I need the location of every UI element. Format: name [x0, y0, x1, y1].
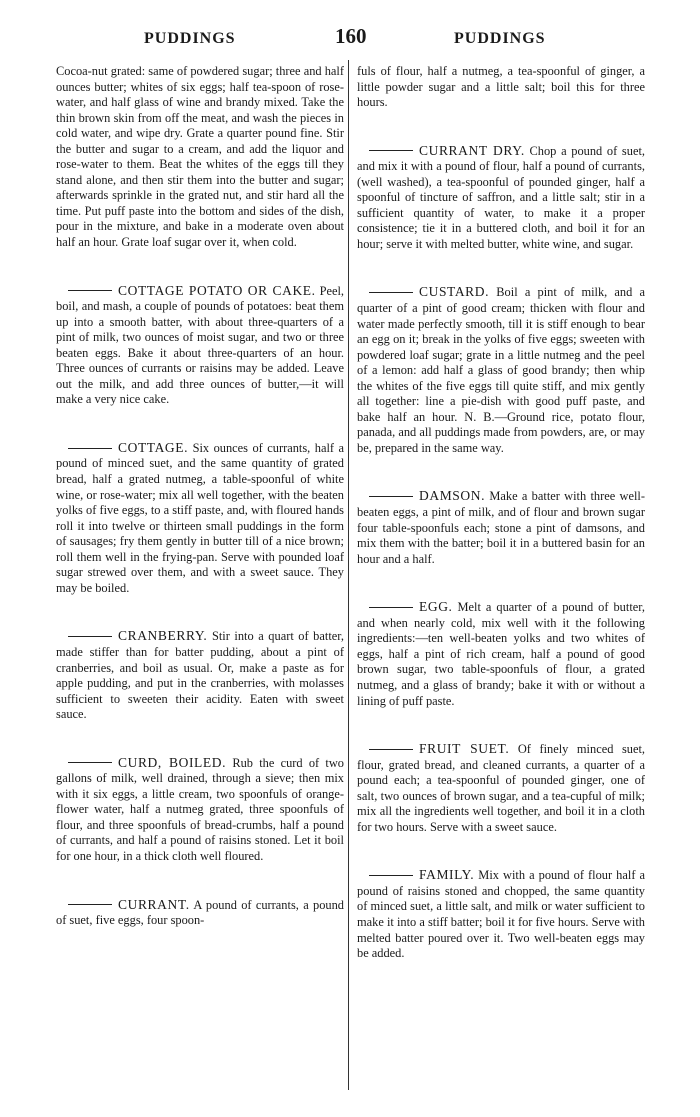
ditto-dash — [369, 875, 413, 876]
recipe-text: Rub the curd of two gallons of milk, well drained, through a sieve; then mix with it six eggs, a little cream, two spoonfuls of orange-flower water, half a nutmeg grated, three spoonfuls of flour, and three spoonfuls of bread-crumbs, half a pound of currants, and half a pound of raisins stoned. Let it boil for one hour, in a thick cloth well floured. — [56, 755, 344, 863]
recipe-title: CUSTARD. — [419, 284, 490, 300]
recipe-text: Make a batter with three well-beaten eggs, a pint of milk, and of flour and brown sugar four table-spoonfuls each; stone a pint of damsons, and mix them with the batter; boil it in a buttered basin for an hour and a half. — [357, 489, 645, 566]
recipe-title: CRANBERRY. — [118, 628, 208, 644]
recipe-text: A pound of currants, a pound of suet, five eggs, four spoon- — [56, 897, 344, 928]
recipe-title: EGG. — [419, 599, 453, 615]
continued-recipe-text: fuls of flour, half a nutmeg, a tea-spoonful of ginger, a little powder sugar and a little salt; boil this for three hours. — [357, 64, 645, 110]
recipe-title: FAMILY. — [419, 867, 475, 883]
recipe-text: Boil a pint of milk, and a quarter of a pint of good cream; thicken with flour and water made perfectly smooth, till it is stiff enough to bear an egg on it; break in the yolks of five eggs; sweeten with powdered loaf sugar; grate in a little nutmeg and the peel of a lemon: add half a glass of good brandy; then whip the whites of the five eggs till quite stiff, and mix gently all together: line a pie-dish with good puff paste, and bake half an hour. N. B.—Ground rice, potato flour, panada, and all puddings made from powders, are, or may be, prepared in the same way. — [357, 285, 645, 455]
recipe-title: DAMSON. — [419, 488, 486, 504]
running-head-left: PUDDINGS — [144, 30, 236, 47]
right-column — [357, 64, 645, 994]
recipe-title: FRUIT SUET. — [419, 741, 510, 757]
page-header — [50, 22, 660, 52]
recipe-text: Peel, boil, and mash, a couple of pounds of potatoes: beat them up into a smooth batter, with about three-quarters of a pint of milk, two ounces of moist sugar, and two or three beaten eggs. Bake it about three-quarters of an hour. Three ounces of currants or raisins may be added. Leave out the milk, and add three ounces of butter,—it will make a very nice cake. — [56, 283, 344, 407]
page-number: 160 — [335, 24, 367, 48]
column-divider — [348, 60, 349, 1090]
ditto-dash — [68, 762, 112, 763]
recipe-entry — [56, 440, 344, 596]
continued-recipe-text: Cocoa-nut grated: same of powdered sugar; three and half ounces butter; whites of six eggs; half tea-spoon of rose-water, and half glass of wine and brandy mixed. Take the thin brown skin from off the meat, and wash the pieces in cold water, and wipe dry. Grate a quarter pound fine. Stir the butter and sugar to a cream, and add the liquor and rose-water to them. Beat the whites of the eggs till they stand alone, and then stir them into the butter and sugar; afterwards sprinkle in the grated nut, and stir hard all the time. Put puff paste into the bottom and sides of the dish, pour in the mixture, and bake in a moderate oven about half an hour. Grate loaf sugar over it, when cold. — [56, 64, 344, 250]
ditto-dash — [369, 749, 413, 750]
recipe-title: COTTAGE POTATO OR CAKE. — [118, 282, 316, 298]
recipe-title: CURD, BOILED. — [118, 754, 227, 770]
recipe-title: COTTAGE. — [118, 439, 189, 455]
ditto-dash — [68, 904, 112, 905]
recipe-title: CURRANT. — [118, 896, 190, 912]
recipe-entry — [357, 488, 645, 567]
recipe-entry — [357, 599, 645, 709]
ditto-dash — [369, 496, 413, 497]
ditto-dash — [68, 448, 112, 449]
recipe-entry — [56, 628, 344, 722]
recipe-text: Melt a quarter of a pound of butter, and when nearly cold, mix well with it the following ingredients:—ten well-beaten yolks and two whites of eggs, half a pint of rich cream, half a pound of good brown sugar, two table-spoonfuls of flour, a grated nutmeg, and a glass of brandy; bake it with or without a lining of puff paste. — [357, 600, 645, 708]
recipe-entry — [357, 741, 645, 835]
recipe-entry — [56, 897, 344, 929]
recipe-entry — [56, 755, 344, 865]
ditto-dash — [68, 290, 112, 291]
ditto-dash — [369, 607, 413, 608]
recipe-text: Stir into a quart of batter, made stiffer than for batter pudding, about a pint of cranberries, and boil as usual. Or, make a paste as for apple pudding, and put in the cranberries, with molasses sufficient to sweeten their acidity. Eaten with sweet sauce. — [56, 629, 344, 722]
recipe-text: Of finely minced suet, flour, grated bread, and cleaned currants, a quarter of a pound each; a tea-spoonful of pounded ginger, one of salt, two ounces of brown sugar, and a tea-cupful of milk; mix all the ingredients well together, and boil it in a cloth for two hours. Serve with a sweet sauce. — [357, 742, 645, 834]
recipe-text: Chop a pound of suet, and mix it with a pound of flour, half a pound of currants, (well washed), a tea-spoonful of pounded ginger, half a spoonful of tincture of saffron, and a little salt; stir in a sufficient quantity of water, to make it a proper consistence; tie it in a buttered cloth, and boil it for an hour; serve it with melted butter, white wine, and sugar. — [357, 143, 645, 251]
running-head-right: PUDDINGS — [454, 30, 546, 47]
recipe-entry — [357, 143, 645, 253]
ditto-dash — [369, 150, 413, 151]
ditto-dash — [68, 636, 112, 637]
recipe-entry — [357, 867, 645, 961]
left-column — [56, 64, 344, 961]
recipe-entry — [357, 284, 645, 456]
recipe-text: Mix with a pound of flour half a pound of raisins stoned and chopped, the same quantity of minced suet, a little salt, and milk or water sufficient to make it into a stiff batter; boil it for five hours. Serve with melted batter poured over it. Two well-beaten eggs may be added. — [357, 868, 645, 961]
recipe-entry — [56, 283, 344, 408]
ditto-dash — [369, 292, 413, 293]
recipe-title: CURRANT DRY. — [419, 142, 525, 158]
recipe-text: Six ounces of currants, half a pound of minced suet, and the same quantity of grated bread, half a grated nutmeg, a table-spoonful of white wine, or rose-water; mix all well together, with the beaten yolks of five eggs, to a stiff paste, and, with floured hands roll it into twelve or thirteen small puddings in the form of sausages; fry them gently in butter till of a nice brown; roll them well in the frying-pan. Serve with pounded loaf sugar strewed over them, and with a sweet sauce. They may be boiled. — [56, 440, 344, 595]
